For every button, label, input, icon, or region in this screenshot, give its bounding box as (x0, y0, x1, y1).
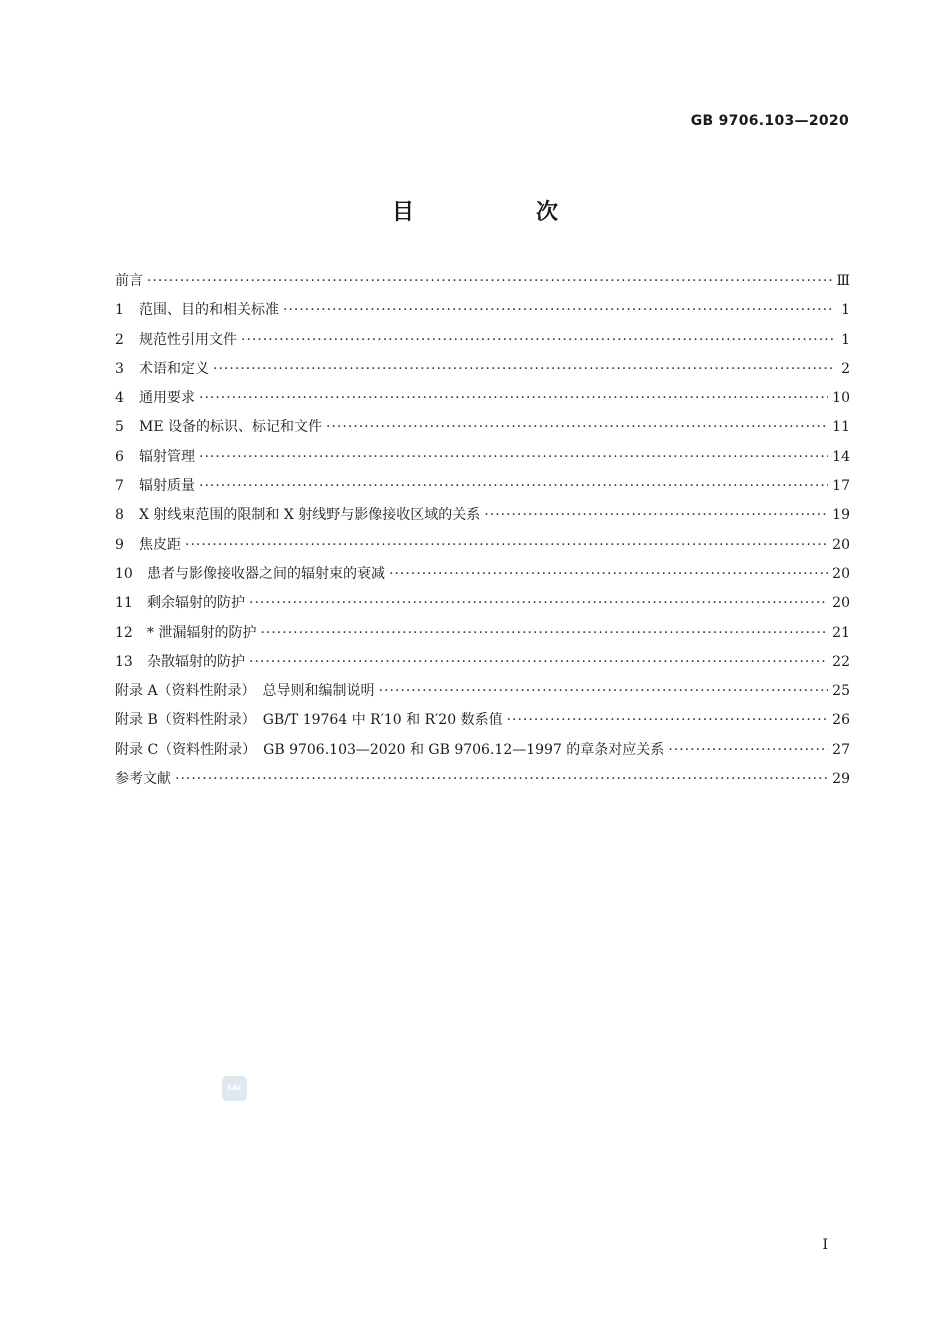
toc-entry-number: 10 (115, 565, 133, 582)
toc-entry[interactable] (115, 739, 850, 768)
toc-dot-leader (175, 771, 828, 787)
toc-entry[interactable] (115, 270, 850, 299)
toc-dot-leader (199, 478, 828, 494)
toc-entry-label: 患者与影像接收器之间的辐射束的衰减 (147, 565, 385, 582)
toc-entry-label: 剩余辐射的防护 (147, 595, 245, 612)
toc-dot-leader (185, 537, 828, 553)
toc-entry-page: Ⅲ (836, 273, 850, 289)
toc-entry[interactable] (115, 534, 850, 563)
toc-dot-leader (260, 625, 828, 641)
toc-entry-page: 2 (841, 360, 850, 377)
toc-entry-number: 9 (115, 536, 124, 553)
toc-dot-leader (249, 654, 828, 670)
toc-entry-label: 辐射质量 (139, 478, 195, 495)
toc-entry-page: 26 (832, 712, 850, 729)
toc-entry-label: 范围、目的和相关标准 (139, 302, 279, 319)
toc-entry[interactable] (115, 329, 850, 358)
toc-entry[interactable] (115, 622, 850, 651)
toc-entry[interactable] (115, 475, 850, 504)
toc-entry-label: 附录 A（资料性附录） 总导则和编制说明 (115, 683, 375, 700)
toc-dot-leader (199, 390, 828, 406)
toc-entry-number: 7 (115, 478, 124, 495)
toc-entry[interactable] (115, 768, 850, 797)
toc-dot-leader (283, 302, 834, 318)
toc-entry[interactable] (115, 446, 850, 475)
toc-entry-number: 6 (115, 448, 124, 465)
toc-entry[interactable] (115, 651, 850, 680)
toc-entry-number: 8 (115, 507, 124, 524)
toc-entry[interactable] (115, 592, 850, 621)
toc-entry-page: 19 (832, 507, 850, 524)
toc-entry-label: 辐射管理 (139, 448, 195, 465)
toc-dot-leader (507, 712, 829, 728)
toc-entry-number: 1 (115, 302, 124, 319)
toc-entry-label: * 泄漏辐射的防护 (147, 624, 257, 641)
toc-entry-page: 20 (832, 565, 850, 582)
toc-dot-leader (199, 449, 828, 465)
toc-entry-page: 29 (832, 771, 850, 788)
toc-entry-number: 13 (115, 653, 133, 670)
toc-entry-page: 1 (841, 331, 850, 348)
toc-entry-label: 参考文献 (115, 771, 171, 788)
toc-dot-leader (249, 595, 828, 611)
toc-entry[interactable] (115, 299, 850, 328)
toc-entry-label: 通用要求 (139, 390, 195, 407)
toc-entry-page: 20 (832, 595, 850, 612)
toc-entry-label: 附录 C（资料性附录） GB 9706.103—2020 和 GB 9706.12—1997 的章条对应关系 (115, 741, 665, 758)
toc-dot-leader (241, 332, 834, 348)
toc-entry-page: 11 (832, 419, 850, 436)
toc-entry-page: 1 (841, 302, 850, 319)
toc-dot-leader (379, 683, 829, 699)
toc-entry[interactable] (115, 680, 850, 709)
toc-entry[interactable] (115, 416, 850, 445)
toc-entry[interactable] (115, 709, 850, 738)
toc-dot-leader (389, 566, 828, 582)
toc-entry-page: 27 (832, 741, 850, 758)
toc-dot-leader (147, 273, 832, 289)
toc-entry[interactable] (115, 387, 850, 416)
toc-entry-number: 3 (115, 360, 124, 377)
toc-entry-page: 25 (832, 683, 850, 700)
toc-entry-label: X 射线束范围的限制和 X 射线野与影像接收区域的关系 (139, 507, 481, 524)
toc-entry-label: 附录 B（资料性附录） GB/T 19764 中 R′10 和 R′20 数系值 (115, 712, 503, 729)
table-of-contents (115, 270, 850, 797)
toc-entry-number: 2 (115, 331, 124, 348)
toc-entry-label: 焦皮距 (139, 536, 181, 553)
toc-dot-leader (213, 361, 834, 377)
toc-entry[interactable] (115, 504, 850, 533)
toc-dot-leader (326, 419, 828, 435)
page-title: 目 次 (391, 200, 608, 225)
toc-entry-number: 5 (115, 419, 124, 436)
toc-entry-label: ME 设备的标识、标记和文件 (139, 419, 323, 436)
toc-dot-leader (484, 507, 828, 523)
toc-entry-label: 术语和定义 (139, 360, 209, 377)
toc-entry-page: 20 (832, 536, 850, 553)
sac-logo-icon: SAC (222, 1076, 247, 1101)
standard-code: GB 9706.103—2020 (690, 113, 849, 129)
toc-entry-page: 22 (832, 653, 850, 670)
toc-entry-label: 前言 (115, 273, 143, 289)
toc-entry-number: 4 (115, 390, 124, 407)
toc-entry-page: 21 (832, 624, 850, 641)
toc-dot-leader (668, 742, 828, 758)
toc-entry[interactable] (115, 563, 850, 592)
toc-entry-number: 11 (115, 595, 133, 612)
toc-entry-label: 规范性引用文件 (139, 331, 237, 348)
toc-entry-label: 杂散辐射的防护 (147, 653, 245, 670)
toc-entry-page: 10 (832, 390, 850, 407)
toc-entry[interactable] (115, 358, 850, 387)
toc-entry-page: 14 (832, 448, 850, 465)
toc-entry-page: 17 (832, 478, 850, 495)
toc-entry-number: 12 (115, 624, 133, 641)
page-number: I (822, 1237, 828, 1253)
